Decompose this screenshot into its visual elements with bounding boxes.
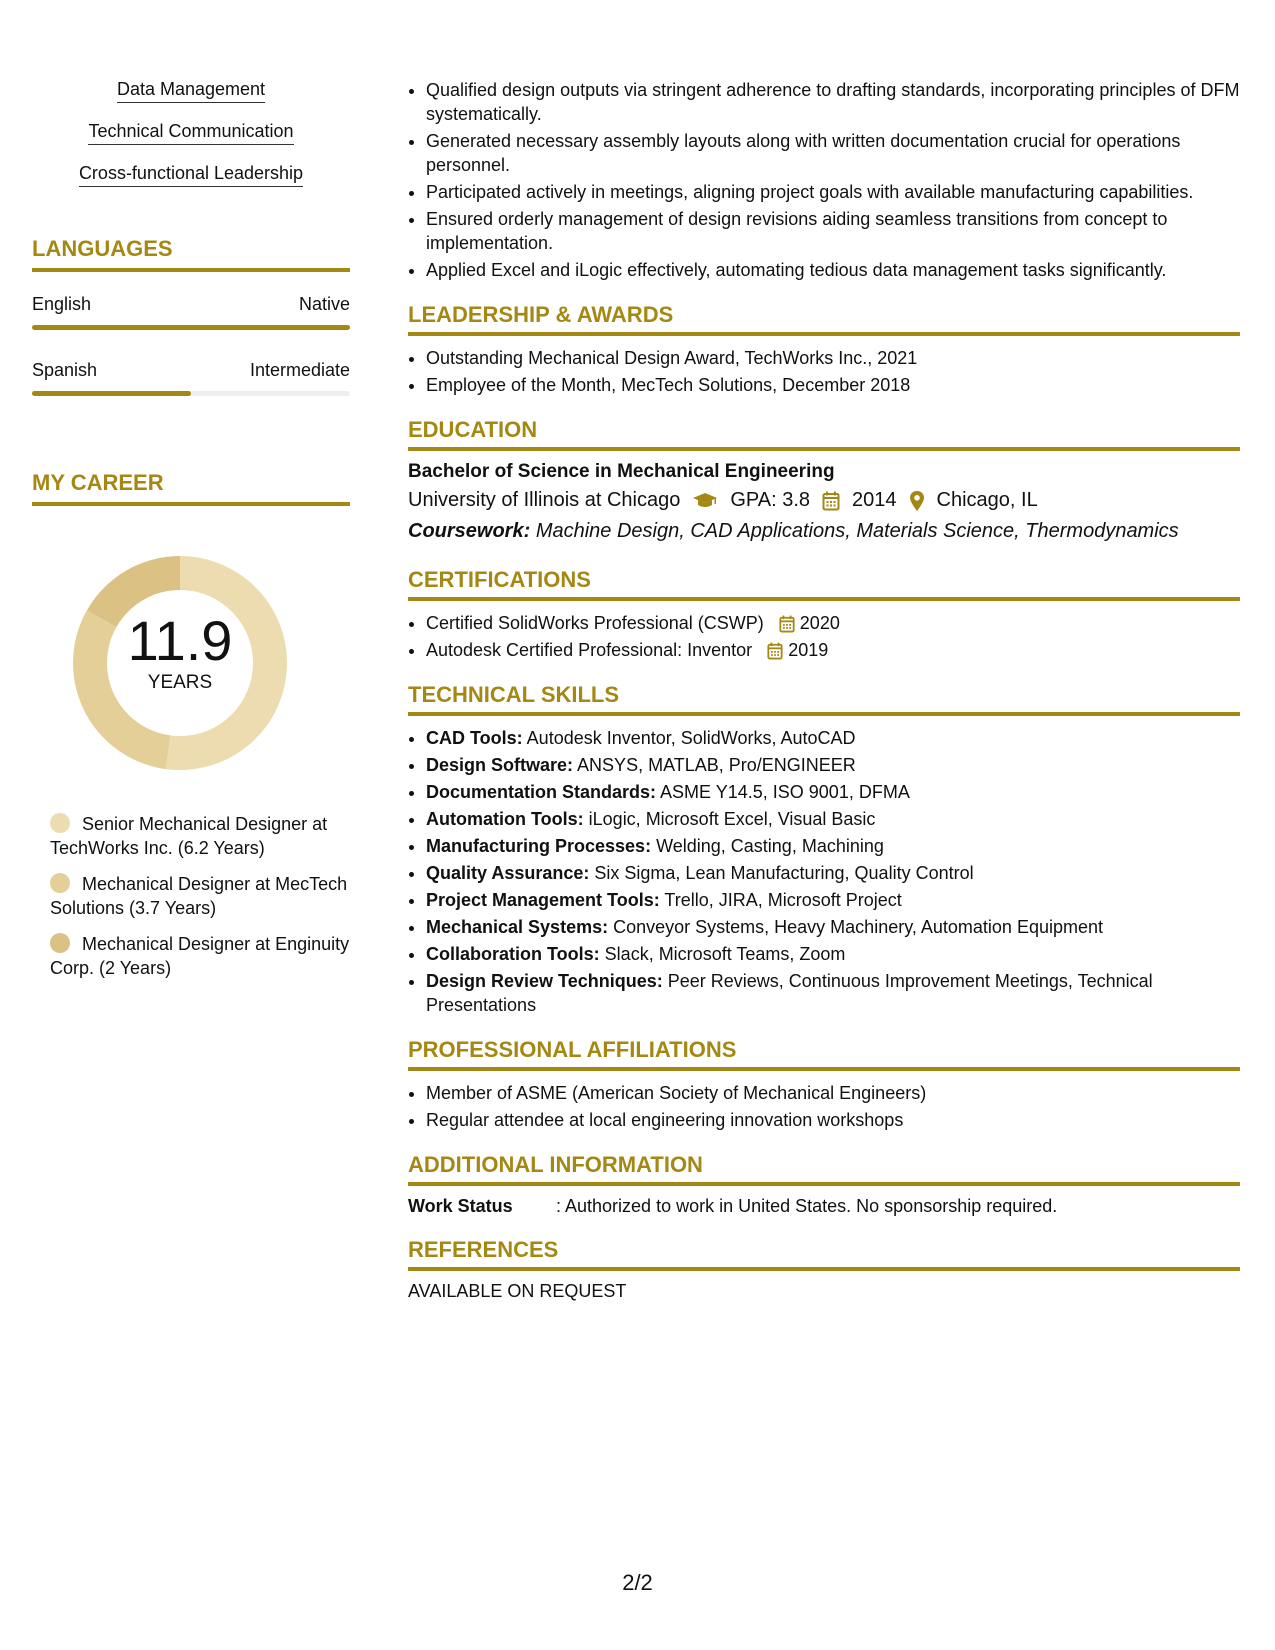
skill-tag: Technical Communication [88, 120, 293, 145]
list-item: • Ensured orderly management of design revisions aiding seamless transitions from concept to implementation. [426, 207, 1240, 255]
certification-name: Certified SolidWorks Professional (CSWP) [426, 613, 764, 633]
list-item: • Qualified design outputs via stringent adherence to drafting standards, incorporating principles of DFM systematically. [426, 78, 1240, 126]
certification-year: 2019 [788, 640, 829, 660]
skill-value: Trello, JIRA, Microsoft Project [664, 890, 902, 910]
work-status-value: : Authorized to work in United States. No sponsorship required. [556, 1196, 1058, 1216]
skill-value: Autodesk Inventor, SolidWorks, AutoCAD [526, 728, 856, 748]
list-item [426, 638, 1240, 662]
education-school: University of Illinois at Chicago [408, 489, 681, 511]
skill-label: Mechanical Systems: [426, 917, 609, 937]
affiliations-heading: PROFESSIONAL AFFILIATIONS [408, 1037, 1240, 1071]
certification-year: 2020 [799, 613, 840, 633]
calendar-icon [779, 613, 800, 633]
skill-value: iLogic, Microsoft Excel, Visual Basic [588, 809, 876, 829]
list-item [426, 888, 1240, 912]
legend-dot-icon [50, 933, 70, 953]
language-bar [32, 325, 350, 330]
skill-value: Conveyor Systems, Heavy Machinery, Automation Equipment [613, 917, 1103, 937]
education-degree: Bachelor of Science in Mechanical Engineering [408, 461, 835, 482]
list-item: • Outstanding Mechanical Design Award, TechWorks Inc., 2021 [426, 346, 1240, 370]
skill-label: CAD Tools: [426, 728, 523, 748]
skill-value: Slack, Microsoft Teams, Zoom [604, 944, 846, 964]
skill-value: ANSYS, MATLAB, Pro/ENGINEER [577, 755, 856, 775]
career-total-years: 11.9 [127, 609, 233, 672]
affiliations-list [408, 1081, 1240, 1132]
work-status-label: Work Status [408, 1196, 513, 1216]
certifications-heading: CERTIFICATIONS [408, 567, 1240, 601]
language-row [32, 360, 350, 381]
skill-label: Manufacturing Processes: [426, 836, 652, 856]
education-details [408, 489, 1240, 512]
list-item [426, 611, 1240, 635]
skill-label: Collaboration Tools: [426, 944, 600, 964]
language-name: English [32, 294, 92, 314]
coursework-label: Coursework: [408, 520, 531, 542]
skill-tag: Cross-functional Leadership [79, 162, 303, 187]
list-item [426, 942, 1240, 966]
legend-item [50, 932, 350, 980]
skill-label: Project Management Tools: [426, 890, 660, 910]
list-item [426, 780, 1240, 804]
education-location: Chicago, IL [936, 489, 1038, 511]
skill-value: ASME Y14.5, ISO 9001, DFMA [660, 782, 910, 802]
references-text: AVAILABLE ON REQUEST [408, 1281, 627, 1301]
legend-label: Mechanical Designer at MecTech Solutions (3.7 Years) [50, 874, 348, 918]
main-content [408, 78, 1240, 1302]
donut-center [65, 609, 295, 694]
calendar-icon [822, 491, 840, 511]
language-name: Spanish [32, 360, 98, 380]
awards-heading: LEADERSHIP & AWARDS [408, 302, 1240, 336]
education-year: 2014 [852, 489, 897, 511]
calendar-icon [767, 640, 788, 660]
legend-label: Mechanical Designer at Enginuity Corp. (2 Years) [50, 934, 350, 978]
list-item: • Employee of the Month, MecTech Solutions, December 2018 [426, 373, 1240, 397]
technical-skills-heading: TECHNICAL SKILLS [408, 682, 1240, 716]
skill-value: Six Sigma, Lean Manufacturing, Quality Control [594, 863, 974, 883]
education-heading: EDUCATION [408, 417, 1240, 451]
additional-info-heading: ADDITIONAL INFORMATION [408, 1152, 1240, 1186]
sidebar [32, 78, 350, 992]
education-entry [408, 461, 1240, 543]
languages-heading: LANGUAGES [32, 236, 350, 272]
list-item: • Participated actively in meetings, aligning project goals with available manufacturing capabilities. [426, 180, 1240, 204]
language-level: Native [298, 294, 350, 314]
graduation-cap-icon [692, 492, 718, 510]
experience-bullets [408, 78, 1240, 282]
certification-name: Autodesk Certified Professional: Inventor [426, 640, 753, 660]
legend-item [50, 812, 350, 860]
legend-dot-icon [50, 813, 70, 833]
language-bar [32, 391, 350, 396]
languages-section [32, 236, 350, 396]
career-heading: MY CAREER [32, 470, 350, 506]
language-level: Intermediate [249, 360, 350, 380]
list-item [426, 915, 1240, 939]
education-gpa: GPA: 3.8 [730, 489, 811, 511]
references-heading: REFERENCES [408, 1237, 1240, 1271]
skill-tags [32, 78, 350, 204]
legend-item [50, 872, 350, 920]
list-item [426, 834, 1240, 858]
language-bar-fill [32, 325, 350, 330]
list-item [426, 969, 1240, 1017]
language-bar-fill [32, 391, 191, 396]
list-item: • Regular attendee at local engineering innovation workshops [426, 1108, 1240, 1132]
skill-label: Design Review Techniques: [426, 971, 663, 991]
list-item [426, 726, 1240, 750]
list-item [426, 807, 1240, 831]
work-status-row [408, 1196, 1240, 1217]
career-total-unit: YEARS [147, 672, 213, 693]
skill-label: Design Software: [426, 755, 574, 775]
list-item [426, 861, 1240, 885]
location-pin-icon [909, 490, 925, 512]
coursework-value: Machine Design, CAD Applications, Materials Science, Thermodynamics [535, 520, 1179, 542]
career-section [32, 470, 350, 980]
skill-tag: Data Management [117, 78, 265, 103]
skill-label: Automation Tools: [426, 809, 584, 829]
career-legend [50, 812, 350, 980]
skill-label: Documentation Standards: [426, 782, 657, 802]
certifications-list [408, 611, 1240, 662]
skill-label: Quality Assurance: [426, 863, 590, 883]
skill-value: Welding, Casting, Machining [656, 836, 884, 856]
career-donut-chart [65, 548, 295, 778]
skill-value: Peer Reviews, Continuous Improvement Meetings, Technical Presentations [426, 971, 1153, 1015]
list-item: • Applied Excel and iLogic effectively, automating tedious data management tasks significantly. [426, 258, 1240, 282]
list-item [426, 753, 1240, 777]
legend-label: Senior Mechanical Designer at TechWorks Inc. (6.2 Years) [50, 814, 328, 858]
awards-list [408, 346, 1240, 397]
list-item: • Member of ASME (American Society of Mechanical Engineers) [426, 1081, 1240, 1105]
legend-dot-icon [50, 873, 70, 893]
page-number: 2/2 [622, 1570, 653, 1595]
list-item: • Generated necessary assembly layouts along with written documentation crucial for operations personnel. [426, 129, 1240, 177]
technical-skills-list [408, 726, 1240, 1017]
education-coursework [408, 520, 1240, 543]
language-row [32, 294, 350, 315]
